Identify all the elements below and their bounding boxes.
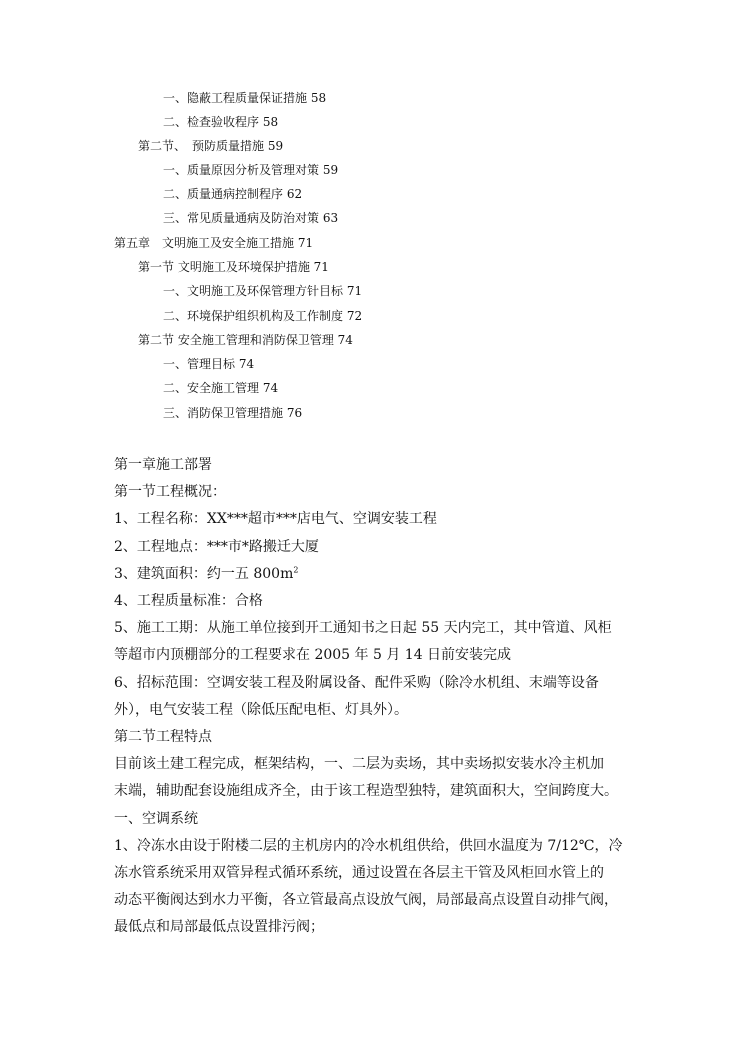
list-item [114, 561, 634, 588]
toc-entry: 三、消防保卫管理措施 76 [163, 406, 303, 420]
paragraph-line: 动态平衡阀达到水力平衡，各立管最高点设放气阀，局部最高点设置自动排气阀， [114, 892, 618, 909]
subsection-title: 一、空调系统 [114, 810, 198, 827]
chapter-title: 第一章施工部署 [114, 457, 212, 473]
section-title: 第二节工程特点 [114, 729, 212, 746]
toc-entry: 二、质量通病控制程序 62 [163, 187, 303, 201]
list-item-line: 5、施工工期：从施工单位接到开工通知书之日起 55 天内完工，其中管道、风柜 [114, 620, 612, 637]
toc-entry: 第五章 文明施工及安全施工措施 71 [114, 236, 314, 250]
document-body [114, 452, 634, 942]
toc-entry: 一、隐蔽工程质量保证措施 58 [163, 91, 327, 105]
toc-entry: 第一节 文明施工及环境保护措施 71 [138, 260, 329, 274]
toc-entry: 第二节、 预防质量措施 59 [138, 139, 284, 153]
toc-entry: 一、质量原因分析及管理对策 59 [163, 163, 339, 177]
area-text: 3、建筑面积：约一五 800m [114, 565, 294, 582]
paragraph-line: 最低点和局部最低点设置排污阀； [114, 919, 324, 936]
area-superscript: 2 [293, 565, 299, 575]
list-item: 2、工程地点：***市*路搬迁大厦 [114, 538, 319, 555]
list-item-line: 等超市内顶棚部分的工程要求在 2005 年 5 月 14 日前安装完成 [114, 647, 512, 664]
toc-entry: 一、文明施工及环保管理方针目标 71 [163, 284, 363, 298]
toc-entry: 二、环境保护组织机构及工作制度 72 [163, 309, 363, 323]
paragraph-line: 目前该土建工程完成，框架结构，一、二层为卖场，其中卖场拟安装水冷主机加 [114, 756, 604, 773]
toc-entry: 二、检查验收程序 58 [163, 115, 279, 129]
toc-entry: 三、常见质量通病及防治对策 63 [163, 211, 339, 225]
toc-entry: 第二节 安全施工管理和消防保卫管理 74 [138, 333, 353, 347]
list-item: 1、工程名称：XX***超市***店电气、空调安装工程 [114, 511, 437, 528]
list-item: 4、工程质量标准：合格 [114, 593, 263, 610]
list-item-line: 6、招标范围：空调安装工程及附属设备、配件采购（除冷水机组、末端等设备 [114, 674, 599, 691]
toc-entry: 二、安全施工管理 74 [163, 381, 279, 395]
toc-entry: 一、管理目标 74 [163, 357, 255, 371]
list-item-line: 外），电气安装工程（除低压配电柜、灯具外）。 [114, 701, 408, 718]
paragraph-line: 末端，辅助配套设施组成齐全，由于该工程造型独特，建筑面积大，空间跨度大。 [114, 783, 618, 800]
section-title: 第一节工程概况： [114, 484, 226, 501]
paragraph-line: 1、冷冻水由设于附楼二层的主机房内的冷水机组供给，供回水温度为 7/12℃，冷 [114, 837, 623, 854]
paragraph-line: 冻水管系统采用双管异程式循环系统，通过设置在各层主干管及风柜回水管上的 [114, 865, 604, 882]
